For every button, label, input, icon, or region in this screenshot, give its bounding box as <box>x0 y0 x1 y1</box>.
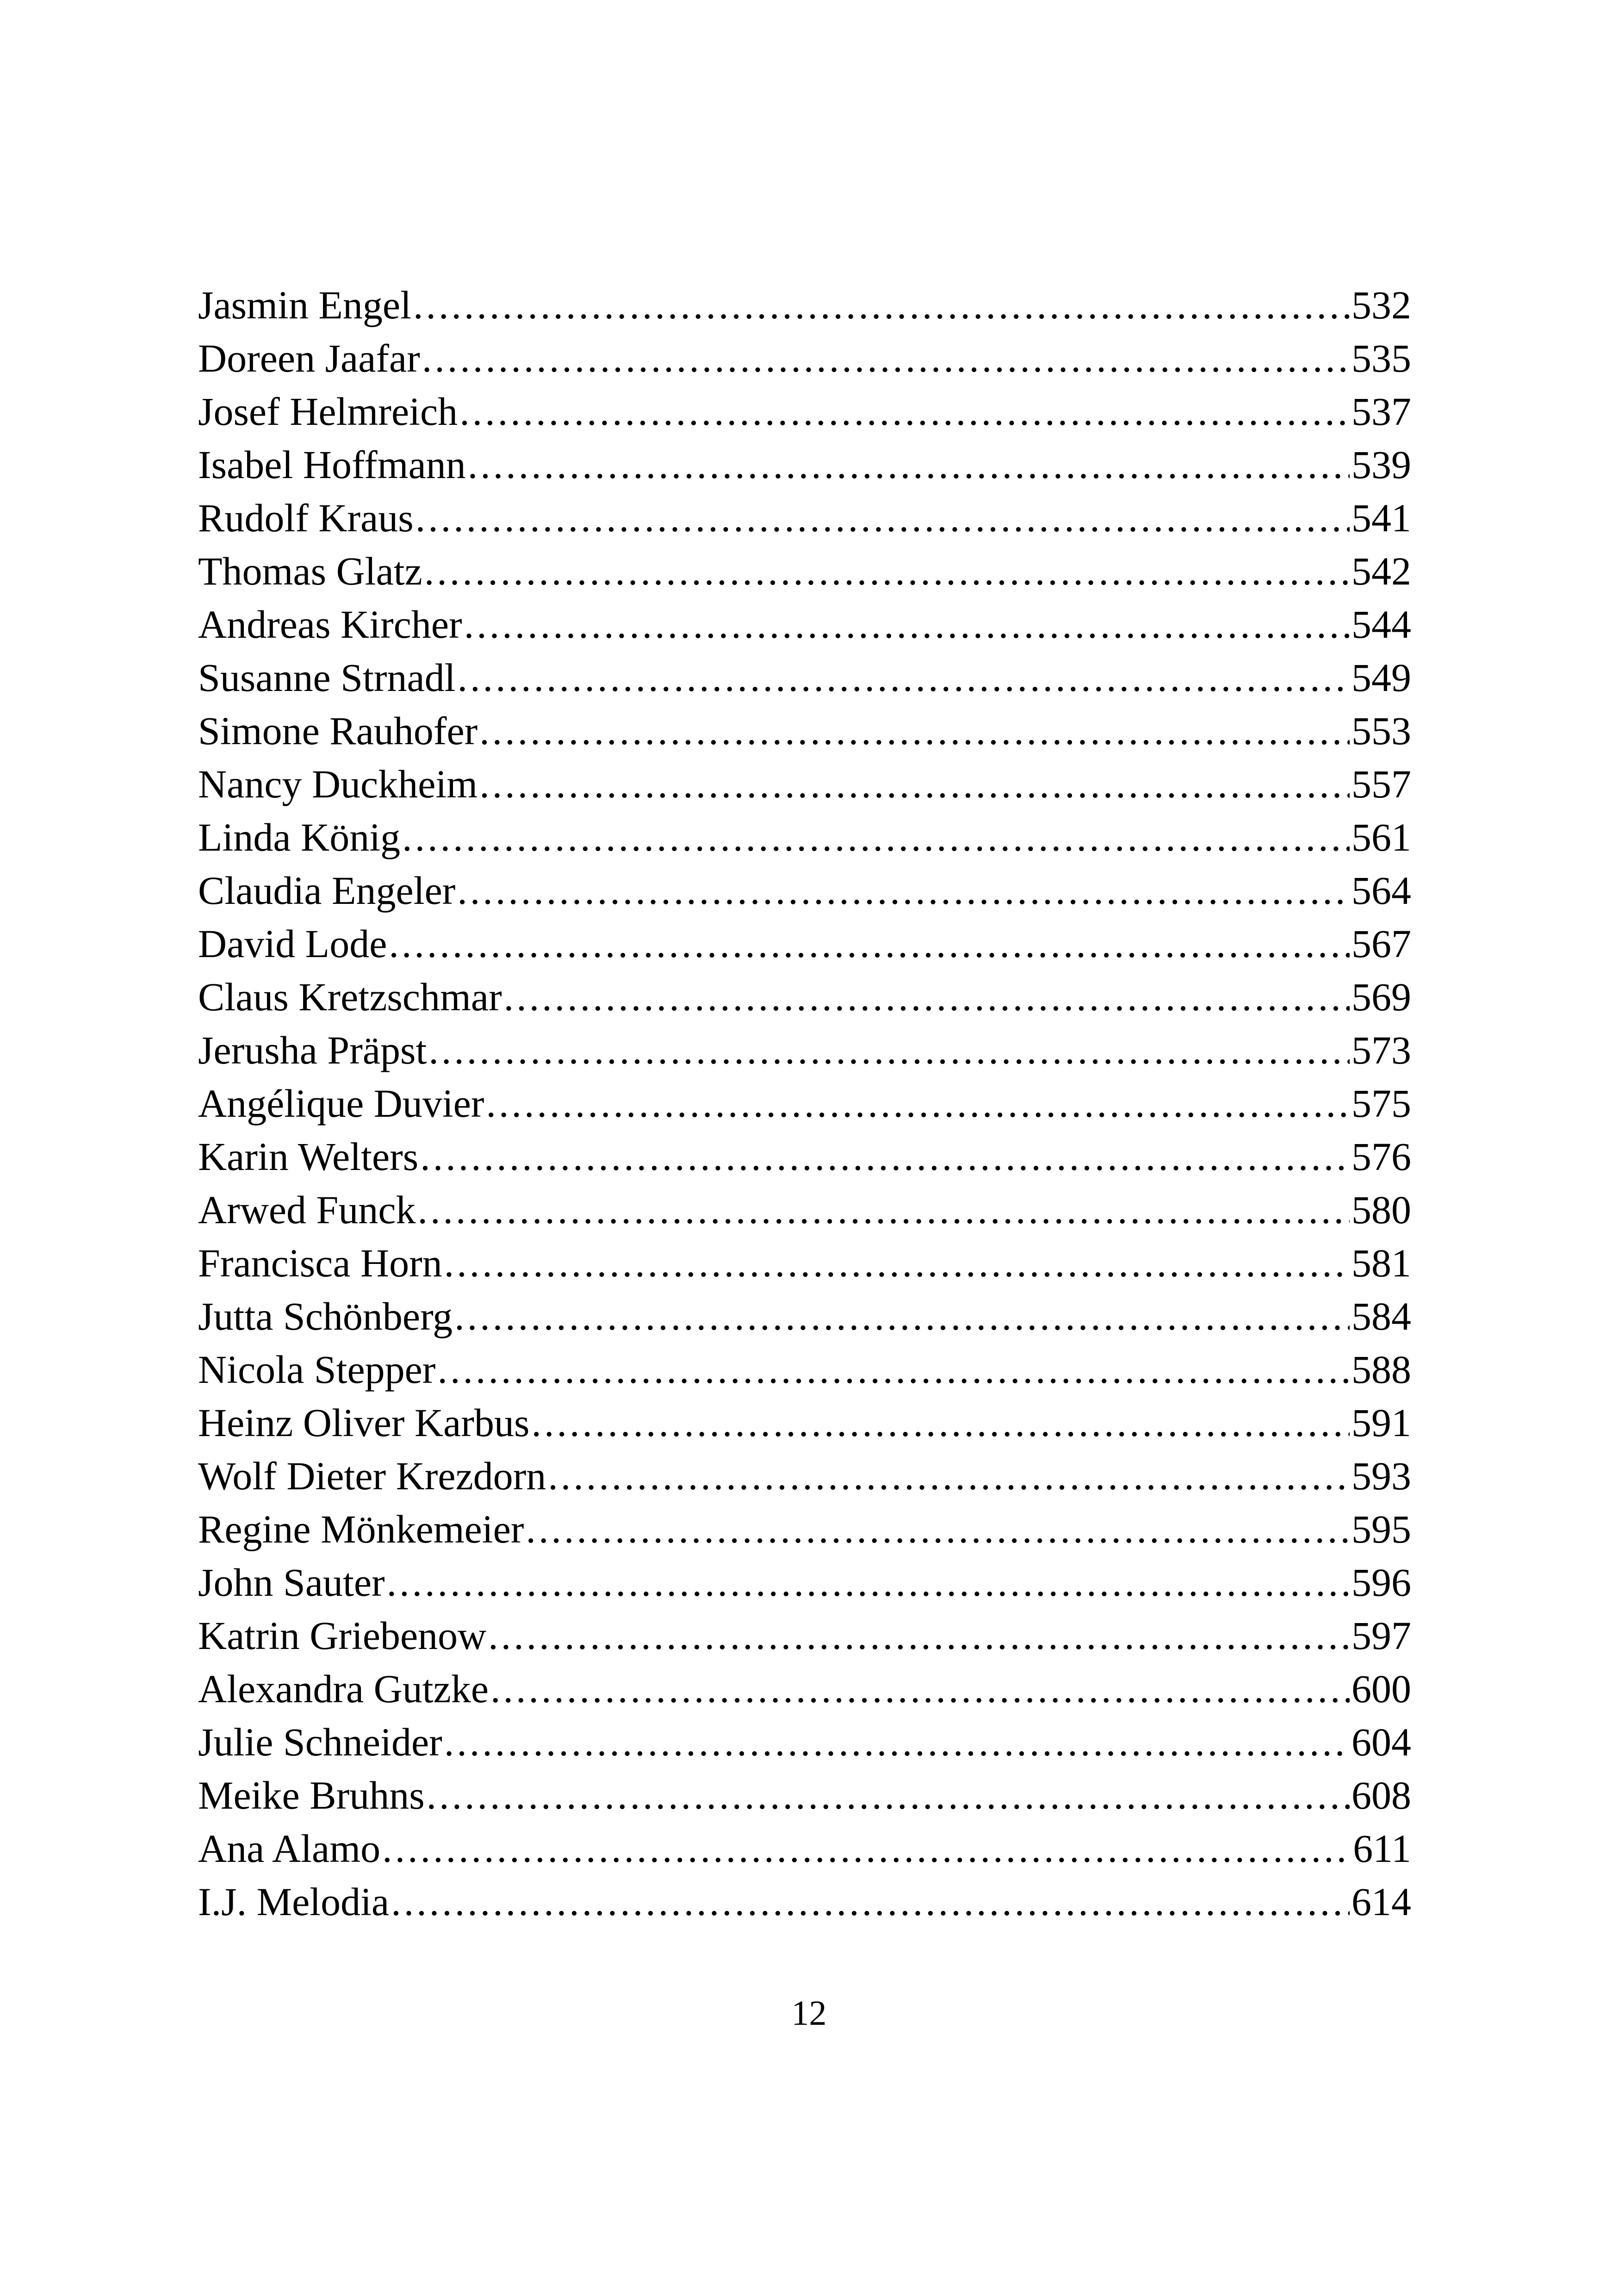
dot-leader <box>391 1875 1350 1929</box>
toc-entry-page: 549 <box>1351 655 1411 700</box>
toc-entry[interactable] <box>198 651 1411 704</box>
toc-entry[interactable] <box>198 1503 1411 1556</box>
toc-entry-page: 588 <box>1351 1347 1411 1392</box>
dot-leader <box>422 332 1350 385</box>
toc-entry-page: 564 <box>1351 868 1411 913</box>
dot-leader <box>490 1662 1350 1716</box>
toc-entry-name: Isabel Hoffmann <box>198 442 466 487</box>
toc-entry[interactable] <box>198 1077 1411 1130</box>
toc-entry[interactable] <box>198 1450 1411 1503</box>
toc-entry-name: Nicola Stepper <box>198 1347 436 1392</box>
toc-entry-page: 575 <box>1351 1081 1411 1126</box>
toc-entry[interactable] <box>198 1343 1411 1396</box>
toc-entry-name: Simone Rauhofer <box>198 709 478 753</box>
toc-entry[interactable] <box>198 492 1411 545</box>
dot-leader <box>389 917 1350 971</box>
toc-entry-name: Jutta Schönberg <box>198 1294 453 1338</box>
toc-entry-page: 584 <box>1351 1294 1411 1338</box>
toc-entry-name: Andreas Kircher <box>198 602 462 647</box>
toc-entry-page: 581 <box>1351 1241 1411 1285</box>
toc-entry-page: 542 <box>1351 549 1411 593</box>
dot-leader <box>488 1609 1350 1662</box>
toc-entry[interactable] <box>198 332 1411 385</box>
toc-entry[interactable] <box>198 758 1411 811</box>
dot-leader <box>464 598 1350 651</box>
toc-entry[interactable] <box>198 385 1411 438</box>
toc-entry-page: 532 <box>1351 283 1411 327</box>
toc-entry-page: 557 <box>1351 762 1411 806</box>
toc-entry-name: Jasmin Engel <box>198 283 411 327</box>
toc-entry-name: Doreen Jaafar <box>198 336 420 380</box>
toc-entry[interactable] <box>198 1024 1411 1077</box>
dot-leader <box>415 492 1350 545</box>
table-of-contents <box>198 279 1411 1929</box>
toc-entry[interactable] <box>198 1822 1411 1875</box>
dot-leader <box>420 1130 1350 1183</box>
toc-entry-name: Francisca Horn <box>198 1241 442 1285</box>
toc-entry-name: Regine Mönkemeier <box>198 1507 524 1551</box>
toc-entry[interactable] <box>198 1237 1411 1290</box>
toc-entry[interactable] <box>198 1662 1411 1716</box>
toc-entry[interactable] <box>198 1290 1411 1343</box>
page-number: 12 <box>791 1994 827 2033</box>
toc-entry-name: Alexandra Gutzke <box>198 1667 489 1711</box>
toc-entry-page: 595 <box>1351 1507 1411 1551</box>
toc-entry-page: 596 <box>1351 1560 1411 1605</box>
toc-entry[interactable] <box>198 811 1411 864</box>
toc-entry-page: 600 <box>1351 1667 1411 1711</box>
toc-entry-page: 597 <box>1351 1613 1411 1658</box>
toc-entry[interactable] <box>198 1716 1411 1769</box>
dot-leader <box>424 545 1350 598</box>
dot-leader <box>468 438 1350 492</box>
toc-entry-name: Jerusha Präpst <box>198 1028 427 1072</box>
toc-entry-name: John Sauter <box>198 1560 385 1605</box>
toc-entry[interactable] <box>198 1396 1411 1450</box>
dot-leader <box>428 1024 1350 1077</box>
toc-entry-page: 539 <box>1351 442 1411 487</box>
toc-entry-page: 561 <box>1351 815 1411 859</box>
toc-entry[interactable] <box>198 545 1411 598</box>
dot-leader <box>413 279 1350 332</box>
toc-entry[interactable] <box>198 438 1411 492</box>
toc-entry[interactable] <box>198 917 1411 971</box>
toc-entry-name: Heinz Oliver Karbus <box>198 1400 530 1445</box>
dot-leader <box>457 864 1350 917</box>
toc-entry-name: Josef Helmreich <box>198 389 458 434</box>
toc-entry-name: David Lode <box>198 921 387 966</box>
dot-leader <box>444 1716 1350 1769</box>
toc-entry-name: Karin Welters <box>198 1134 419 1179</box>
toc-entry-name: Rudolf Kraus <box>198 496 414 540</box>
toc-entry-page: 569 <box>1351 975 1411 1019</box>
dot-leader <box>382 1822 1351 1875</box>
dot-leader <box>479 704 1350 758</box>
toc-entry[interactable] <box>198 1556 1411 1609</box>
toc-entry[interactable] <box>198 1769 1411 1822</box>
toc-entry-name: Susanne Strnadl <box>198 655 456 700</box>
dot-leader <box>437 1343 1350 1396</box>
toc-entry-name: Nancy Duckheim <box>198 762 478 806</box>
toc-entry-page: 541 <box>1351 496 1411 540</box>
dot-leader <box>402 811 1350 864</box>
toc-entry-name: Wolf Dieter Krezdorn <box>198 1454 546 1498</box>
toc-entry-name: Claus Kretzschmar <box>198 975 502 1019</box>
dot-leader <box>444 1237 1350 1290</box>
toc-entry-page: 576 <box>1351 1134 1411 1179</box>
toc-entry-name: Claudia Engeler <box>198 868 456 913</box>
toc-entry[interactable] <box>198 1609 1411 1662</box>
dot-leader <box>548 1450 1350 1503</box>
toc-entry-name: I.J. Melodia <box>198 1879 390 1924</box>
toc-entry[interactable] <box>198 864 1411 917</box>
dot-leader <box>458 651 1350 704</box>
toc-entry-page: 553 <box>1351 709 1411 753</box>
dot-leader <box>427 1769 1350 1822</box>
toc-entry-page: 537 <box>1351 389 1411 434</box>
toc-entry-page: 573 <box>1351 1028 1411 1072</box>
toc-entry[interactable] <box>198 598 1411 651</box>
toc-entry[interactable] <box>198 1183 1411 1237</box>
toc-entry-name: Meike Bruhns <box>198 1773 425 1817</box>
toc-entry[interactable] <box>198 279 1411 332</box>
toc-entry-name: Linda König <box>198 815 401 859</box>
toc-entry-name: Thomas Glatz <box>198 549 422 593</box>
toc-entry-page: 593 <box>1351 1454 1411 1498</box>
toc-entry-page: 591 <box>1351 1400 1411 1445</box>
toc-entry-page: 567 <box>1351 921 1411 966</box>
dot-leader <box>418 1183 1350 1237</box>
toc-entry-page: 544 <box>1351 602 1411 647</box>
toc-entry-page: 608 <box>1351 1773 1411 1817</box>
toc-entry-page: 535 <box>1351 336 1411 380</box>
dot-leader <box>526 1503 1350 1556</box>
dot-leader <box>387 1556 1350 1609</box>
toc-entry-name: Katrin Griebenow <box>198 1613 487 1658</box>
dot-leader <box>454 1290 1350 1343</box>
toc-entry-name: Ana Alamo <box>198 1826 381 1871</box>
toc-entry-page: 614 <box>1351 1879 1411 1924</box>
dot-leader <box>531 1396 1350 1450</box>
toc-entry-name: Arwed Funck <box>198 1188 416 1232</box>
dot-leader <box>486 1077 1350 1130</box>
toc-entry[interactable] <box>198 971 1411 1024</box>
toc-entry[interactable] <box>198 1875 1411 1929</box>
toc-entry-name: Angélique Duvier <box>198 1081 484 1126</box>
toc-entry-name: Julie Schneider <box>198 1720 442 1764</box>
dot-leader <box>479 758 1350 811</box>
toc-entry-page: 604 <box>1351 1720 1411 1764</box>
dot-leader <box>504 971 1350 1024</box>
toc-entry-page: 611 <box>1353 1826 1411 1871</box>
toc-entry[interactable] <box>198 1130 1411 1183</box>
dot-leader <box>459 385 1350 438</box>
toc-entry[interactable] <box>198 704 1411 758</box>
toc-entry-page: 580 <box>1351 1188 1411 1232</box>
